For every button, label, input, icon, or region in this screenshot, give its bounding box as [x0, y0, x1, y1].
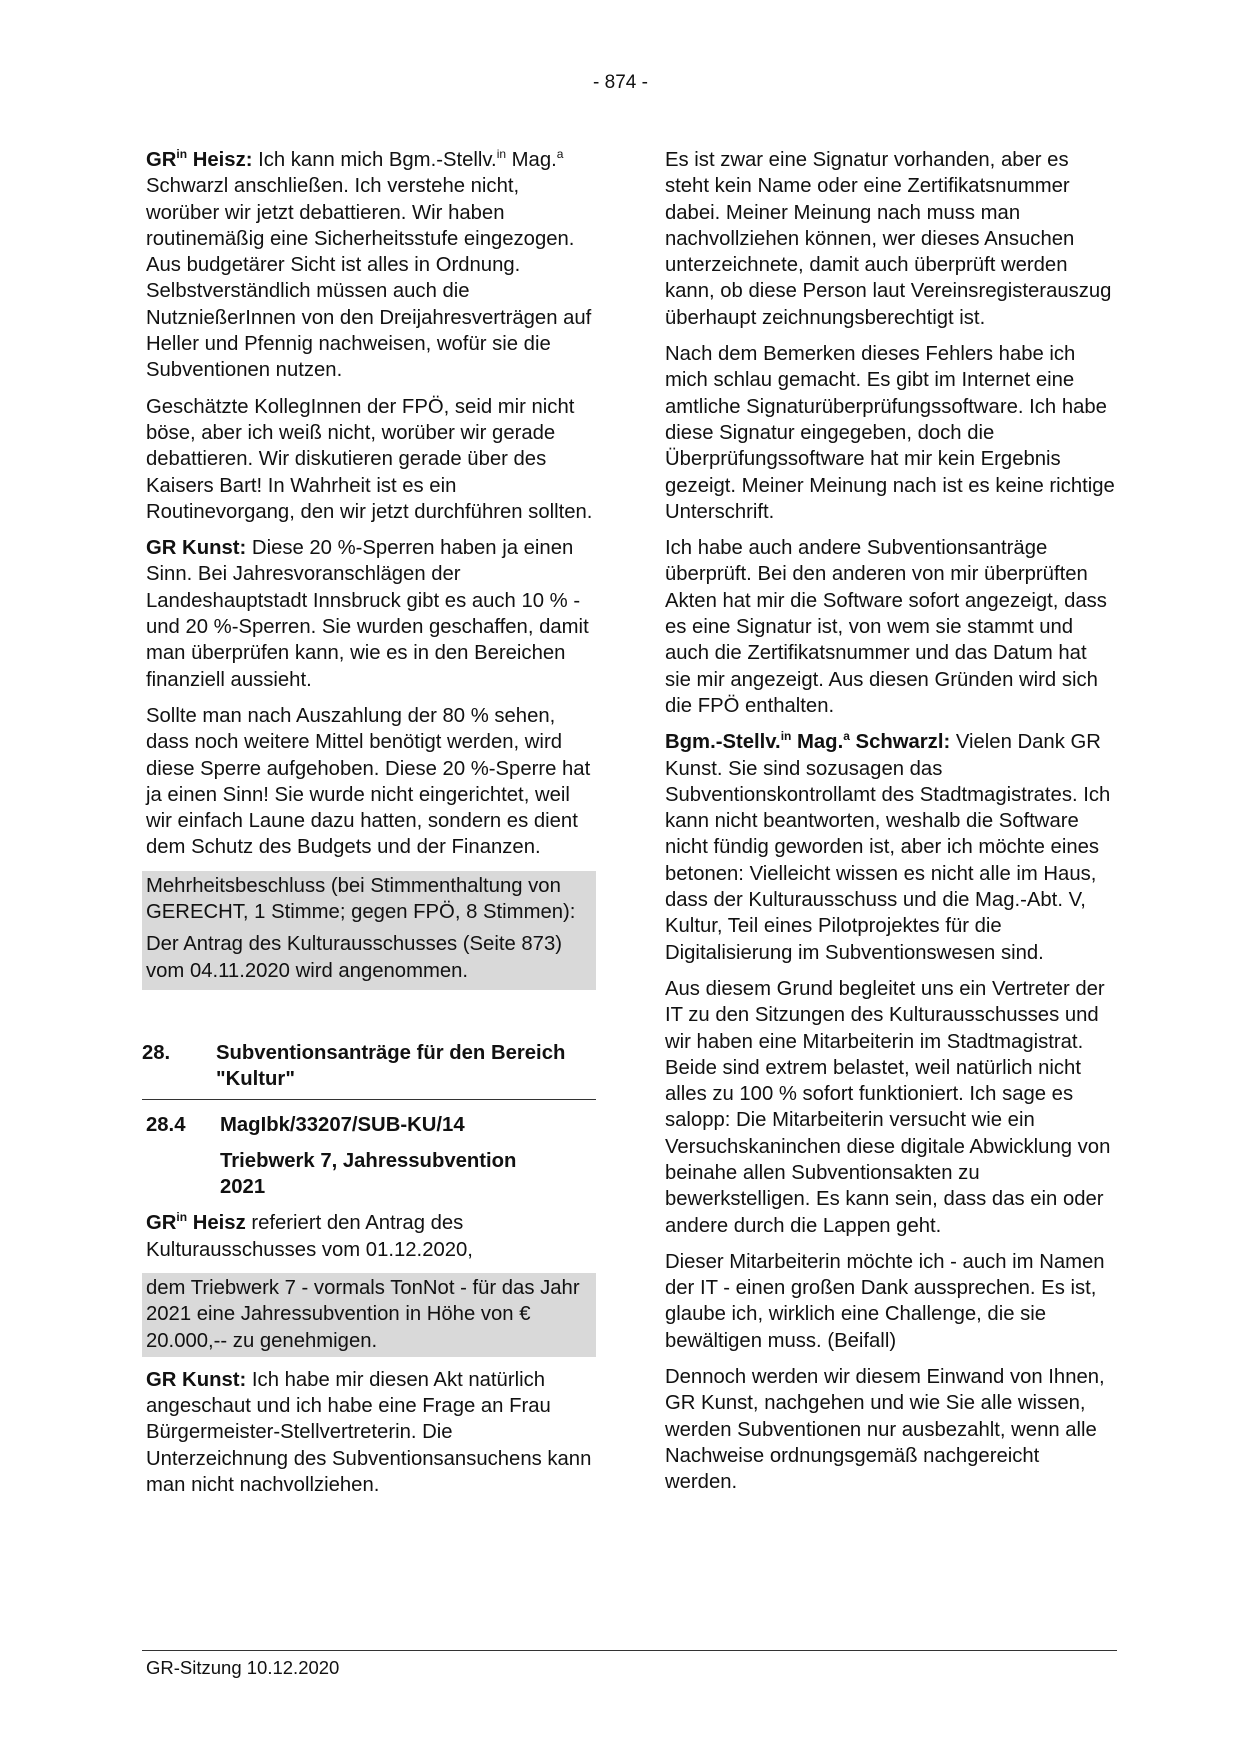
item-title: Subventionsanträge für den Bereich "Kultur" — [216, 1041, 566, 1091]
paragraph-schwarzl-3: Dieser Mitarbeiterin möchte ich - auch im Namen der IT - einen großen Dank aussprechen. Es ist, glaube ich, wirklich eine Challenge, die sie bewältigen muss. (Beifall) — [665, 1250, 1105, 1352]
paragraph-kunst-1: GR Kunst: Diese 20 %-Sperren haben ja einen Sinn. Bei Jahresvoranschlägen der Landeshauptstadt Innsbruck gibt es auch 10 % - und 20 %-Sperren. Sie wurden geschaffen, damit man überprüfen kann, wie es in den Bereichen finanziell aussieht. — [146, 537, 589, 691]
paragraph-heisz-1: $GR^{in}$ Heisz: Ich kann mich Bgm.-Stellv.$^{in}$ Mag.$^a$ Schwarzl anschließen. Ich verstehe nicht, worüber wir jetzt debattieren. Wir haben routinemäßig eine Sicherheitsstufe eingezogen. Aus budgetärer Sicht ist alles in Ordnung. Selbstverständlich müssen auch die NutznießerInnen von den Dreijahresverträgen auf Heller und Pfennig nachweisen, wofür sie die Subventionen nutzen. — [146, 147, 592, 382]
resolution-box — [142, 871, 596, 990]
agenda-item-28 — [142, 1040, 596, 1100]
paragraph-kunst-5: Nach dem Bemerken dieses Fehlers habe ich mich schlau gemacht. Es gibt im Internet eine amtliche Signaturüberprüfungssoftware. Ich habe diese Signatur eingegeben, doch die Überprüfungssoftware hat mir kein Ergebnis gezeigt. Meiner Meinung nach ist es keine richtige Unterschrift. — [665, 343, 1115, 523]
item-number: 28. — [142, 1041, 171, 1064]
paragraph-kunst-4: Es ist zwar eine Signatur vorhanden, aber es steht kein Name oder eine Zertifikatsnummer dabei. Meiner Meinung nach muss man nachvollziehen können, wer dieses Ansuchen unterzeichnete, damit auch überprüft werden kann, ob diese Person laut Vereinsregisterauszug überhaupt zeichnungsberechtigt ist. — [665, 149, 1112, 329]
resolution-vote: Mehrheitsbeschluss (bei Stimmenthaltung von GERECHT, 1 Stimme; gegen FPÖ, 8 Stimmen): — [146, 874, 576, 924]
paragraph-kunst-3: GR Kunst: Ich habe mir diesen Akt natürlich angeschaut und ich habe eine Frage an Frau Bürgermeister-Stellvertreterin. Die Unterzeichnung des Subventionsansuchens kann man nicht nachvollziehen. — [146, 1368, 592, 1497]
item-subtitle: Triebwerk 7, Jahressubvention 2021 — [220, 1149, 517, 1199]
speaker-name: GR Kunst: — [146, 537, 247, 560]
right-column — [665, 147, 1117, 1506]
paragraph-schwarzl-4: Dennoch werden wir diesem Einwand von Ihnen, GR Kunst, nachgehen und wie Sie alle wissen, werden Subventionen nur ausbezahlt, wenn alle Nachweise ordnungsgemäß nachgereicht werden. — [665, 1366, 1105, 1494]
paragraph-kunst-2: Sollte man nach Auszahlung der 80 % sehen, dass noch weitere Mittel benötigt werden, wird diese Sperre aufgehoben. Diese 20 %-Sperre hat ja einen Sinn! Sie wurde nicht eingerichtet, weil wir einfach Laune dazu hatten, sondern es dient dem Schutz des Budgets und der Finanzen. — [146, 704, 591, 859]
footer-divider — [142, 1650, 1117, 1651]
speaker-name: GR Kunst: — [146, 1368, 247, 1391]
item-title: MagIbk/33207/SUB-KU/14 — [220, 1113, 465, 1136]
left-column — [142, 147, 596, 1508]
paragraph-schwarzl-1: Bgm.-Stellv.$^{in}$ Mag.$^a$ Schwarzl: Vielen Dank GR Kunst. Sie sind sozusagen das Subventionskontrollamt des Stadtmagistrates. Ich kann nicht beantworten, weshalb die Software nicht fündig geworden ist, aber ich möchte eines betonen: Vielleicht wissen es nicht alle im Haus, dass der Kulturausschuss und die Mag.-Abt. V, Kultur, Teil eines Pilotprojektes für die Digitalisierung im Subventionswesen sind. — [665, 729, 1111, 964]
page-number: - 874 - — [593, 72, 648, 93]
resolution-result: Der Antrag des Kulturausschusses (Seite 873) vom 04.11.2020 wird angenommen. — [146, 933, 562, 982]
motion-box: dem Triebwerk 7 - vormals TonNot - für das Jahr 2021 eine Jahressubvention in Höhe von € 20.000,-- zu genehmigen. — [142, 1273, 596, 1357]
item-number: 28.4 — [146, 1113, 186, 1136]
paragraph-kunst-6: Ich habe auch andere Subventionsanträge überprüft. Bei den anderen von mir überprüften Akten hat mir die Software sofort angezeigt, dass es eine Signatur ist, von wem sie stammt und auch die Zertifikatsnummer und das Datum hat sie mir angezeigt. Aus diesen Gründen wird sich die FPÖ enthalten. — [665, 537, 1107, 717]
paragraph-heisz-report: $GR^{in}$ Heisz referiert den Antrag des Kulturausschusses vom 01.12.2020, — [146, 1210, 473, 1261]
footer-text: GR-Sitzung 10.12.2020 — [146, 1657, 340, 1678]
paragraph-schwarzl-2: Aus diesem Grund begleitet uns ein Vertreter der IT zu den Sitzungen des Kulturausschusses und wir haben eine Mitarbeiterin im Stadtmagistrat. Beide sind extrem belastet, weil natürlich nicht alles zu 100 % sofort funktioniert. Ich sage es salopp: Die Mitarbeiterin versucht wie ein Versuchskaninchen diese digitale Abwicklung von beinahe allen Subventionsakten zu bewerkstelligen. Es kann sein, dass das ein oder andere durch die Lappen geht. — [665, 977, 1111, 1237]
speaker-name: Bgm.-Stellv.$^{in}$ Mag.$^a$ Schwarzl: — [665, 729, 951, 754]
speaker-name: $GR^{in}$ Heisz — [146, 1210, 246, 1235]
agenda-item-28-4 — [146, 1112, 596, 1201]
paragraph-heisz-2: Geschätzte KollegInnen der FPÖ, seid mir nicht böse, aber ich weiß nicht, worüber wir gerade debattieren. Wir diskutieren gerade über des Kaisers Bart! In Wahrheit ist es ein Routinevorgang, den wir jetzt durchführen sollten. — [146, 395, 593, 523]
speaker-name: $GR^{in}$ Heisz: — [146, 147, 253, 171]
